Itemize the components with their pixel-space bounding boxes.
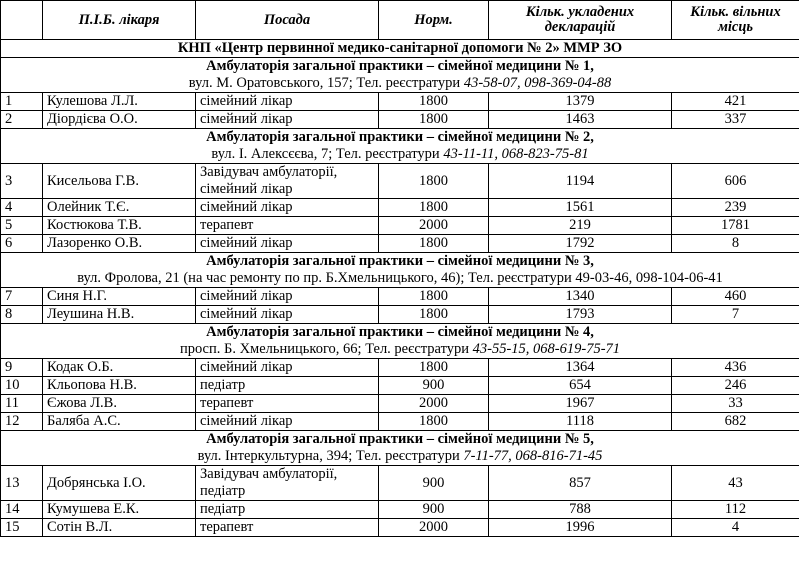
table-row xyxy=(1,466,799,501)
ambulatory-phone: 43-58-07, 098-369-04-88 xyxy=(463,75,612,91)
declarations: 1561 xyxy=(489,199,672,217)
table-row xyxy=(1,288,799,306)
free-places: 4 xyxy=(672,519,799,537)
ambulatory-address-text: просп. Б. Хмельницького, 66; Тел. реєстратури xyxy=(179,341,473,357)
doctor-name: Лазоренко О.В. xyxy=(43,235,196,253)
ambulatory-row xyxy=(1,431,799,466)
declarations: 1118 xyxy=(489,413,672,431)
doctor-name: Олейник Т.Є. xyxy=(43,199,196,217)
doctor-name: Синя Н.Г. xyxy=(43,288,196,306)
norm: 1800 xyxy=(379,164,489,199)
row-number: 3 xyxy=(1,164,43,199)
position: терапевт xyxy=(196,395,379,413)
position: педіатр xyxy=(196,377,379,395)
ambulatory-address-text: вул. І. Алексєєва, 7; Тел. реєстратури xyxy=(211,146,444,162)
declarations: 1996 xyxy=(489,519,672,537)
declarations: 1340 xyxy=(489,288,672,306)
ambulatory-address-text: вул. М. Оратовського, 157; Тел. реєстратури xyxy=(188,75,464,91)
header-declarations: Кільк. укладених декларацій xyxy=(489,1,672,40)
table-row xyxy=(1,377,799,395)
declarations: 1793 xyxy=(489,306,672,324)
doctor-name: Костюкова Т.В. xyxy=(43,217,196,235)
free-places: 421 xyxy=(672,93,799,111)
declarations: 1792 xyxy=(489,235,672,253)
free-places: 8 xyxy=(672,235,799,253)
ambulatory-title: Амбулаторія загальної практики – сімейної медицини № 1, xyxy=(206,58,594,74)
ambulatory-address xyxy=(5,146,795,163)
position: Завідувач амбулаторії, сімейний лікар xyxy=(196,164,379,199)
table-row xyxy=(1,235,799,253)
ambulatory-info xyxy=(1,253,799,288)
declarations: 654 xyxy=(489,377,672,395)
free-places: 337 xyxy=(672,111,799,129)
position: Завідувач амбулаторії, педіатр xyxy=(196,466,379,501)
row-number: 15 xyxy=(1,519,43,537)
norm: 1800 xyxy=(379,306,489,324)
header-row xyxy=(1,1,799,40)
org-title: КНП «Центр первинної медико-санітарної допомоги № 2» ММР ЗО xyxy=(1,40,799,58)
position: сімейний лікар xyxy=(196,359,379,377)
norm: 1800 xyxy=(379,199,489,217)
ambulatory-phone: 7-11-77, 068-816-71-45 xyxy=(463,448,603,464)
table-row xyxy=(1,217,799,235)
doctor-name: Леушина Н.В. xyxy=(43,306,196,324)
ambulatory-title: Амбулаторія загальної практики – сімейної медицини № 3, xyxy=(206,253,594,269)
ambulatory-row xyxy=(1,129,799,164)
free-places: 246 xyxy=(672,377,799,395)
declarations: 1364 xyxy=(489,359,672,377)
position: сімейний лікар xyxy=(196,235,379,253)
row-number: 6 xyxy=(1,235,43,253)
position: сімейний лікар xyxy=(196,111,379,129)
ambulatory-address xyxy=(5,270,795,287)
org-row xyxy=(1,40,799,58)
doctor-name: Кулешова Л.Л. xyxy=(43,93,196,111)
table-row xyxy=(1,413,799,431)
table-row xyxy=(1,359,799,377)
free-places: 7 xyxy=(672,306,799,324)
doctor-name: Кисельова Г.В. xyxy=(43,164,196,199)
ambulatory-info xyxy=(1,324,799,359)
table-row xyxy=(1,395,799,413)
ambulatory-title: Амбулаторія загальної практики – сімейної медицини № 5, xyxy=(206,431,594,447)
declarations: 788 xyxy=(489,501,672,519)
declarations: 1194 xyxy=(489,164,672,199)
norm: 1800 xyxy=(379,413,489,431)
ambulatory-phone: 43-11-11, 068-823-75-81 xyxy=(443,146,589,162)
ambulatory-address xyxy=(5,75,795,92)
ambulatory-row xyxy=(1,58,799,93)
free-places: 606 xyxy=(672,164,799,199)
doctor-name: Добрянська І.О. xyxy=(43,466,196,501)
table-row xyxy=(1,164,799,199)
row-number: 4 xyxy=(1,199,43,217)
doctor-name: Кодак О.Б. xyxy=(43,359,196,377)
row-number: 1 xyxy=(1,93,43,111)
header-num xyxy=(1,1,43,40)
ambulatory-row xyxy=(1,324,799,359)
row-number: 12 xyxy=(1,413,43,431)
header-free-places: Кільк. вільних місць xyxy=(672,1,799,40)
ambulatory-info xyxy=(1,129,799,164)
doctor-name: Баляба А.С. xyxy=(43,413,196,431)
norm: 2000 xyxy=(379,519,489,537)
table-row xyxy=(1,501,799,519)
free-places: 1781 xyxy=(672,217,799,235)
header-name: П.І.Б. лікаря xyxy=(43,1,196,40)
norm: 2000 xyxy=(379,395,489,413)
header-norm: Норм. xyxy=(379,1,489,40)
doctor-name: Діордієва О.О. xyxy=(43,111,196,129)
norm: 900 xyxy=(379,466,489,501)
declarations: 1463 xyxy=(489,111,672,129)
doctor-name: Єжова Л.В. xyxy=(43,395,196,413)
row-number: 13 xyxy=(1,466,43,501)
norm: 1800 xyxy=(379,93,489,111)
ambulatory-address-text: вул. Інтеркультурна, 394; Тел. реєстратури xyxy=(197,448,464,464)
row-number: 14 xyxy=(1,501,43,519)
row-number: 11 xyxy=(1,395,43,413)
declarations: 219 xyxy=(489,217,672,235)
ambulatory-address xyxy=(5,341,795,358)
norm: 900 xyxy=(379,501,489,519)
row-number: 2 xyxy=(1,111,43,129)
position: педіатр xyxy=(196,501,379,519)
declarations: 1379 xyxy=(489,93,672,111)
table-row xyxy=(1,519,799,537)
ambulatory-row xyxy=(1,253,799,288)
declarations: 1967 xyxy=(489,395,672,413)
table-row xyxy=(1,93,799,111)
doctor-name: Кльопова Н.В. xyxy=(43,377,196,395)
row-number: 8 xyxy=(1,306,43,324)
norm: 1800 xyxy=(379,235,489,253)
ambulatory-phone: 43-55-15, 068-619-75-71 xyxy=(472,341,621,357)
table-row xyxy=(1,111,799,129)
norm: 1800 xyxy=(379,359,489,377)
row-number: 5 xyxy=(1,217,43,235)
free-places: 682 xyxy=(672,413,799,431)
position: сімейний лікар xyxy=(196,413,379,431)
ambulatory-info xyxy=(1,431,799,466)
position: сімейний лікар xyxy=(196,288,379,306)
free-places: 112 xyxy=(672,501,799,519)
table-row xyxy=(1,306,799,324)
position: сімейний лікар xyxy=(196,93,379,111)
position: терапевт xyxy=(196,217,379,235)
row-number: 10 xyxy=(1,377,43,395)
ambulatory-info xyxy=(1,58,799,93)
ambulatory-address-text: вул. Фролова, 21 (на час ремонту по пр. Б.Хмельницького, 46); Тел. реєстратури 49-03-46, 098-104-06-41 xyxy=(77,270,723,286)
free-places: 436 xyxy=(672,359,799,377)
norm: 1800 xyxy=(379,111,489,129)
ambulatory-title: Амбулаторія загальної практики – сімейної медицини № 4, xyxy=(206,324,594,340)
ambulatory-address xyxy=(5,448,795,465)
table-row xyxy=(1,199,799,217)
free-places: 239 xyxy=(672,199,799,217)
position: сімейний лікар xyxy=(196,306,379,324)
norm: 2000 xyxy=(379,217,489,235)
doctor-name: Кумушева Е.К. xyxy=(43,501,196,519)
norm: 1800 xyxy=(379,288,489,306)
norm: 900 xyxy=(379,377,489,395)
row-number: 7 xyxy=(1,288,43,306)
position: терапевт xyxy=(196,519,379,537)
doctor-name: Сотін В.Л. xyxy=(43,519,196,537)
ambulatory-title: Амбулаторія загальної практики – сімейної медицини № 2, xyxy=(206,129,594,145)
position: сімейний лікар xyxy=(196,199,379,217)
declarations: 857 xyxy=(489,466,672,501)
row-number: 9 xyxy=(1,359,43,377)
free-places: 460 xyxy=(672,288,799,306)
free-places: 33 xyxy=(672,395,799,413)
header-position: Посада xyxy=(196,1,379,40)
free-places: 43 xyxy=(672,466,799,501)
